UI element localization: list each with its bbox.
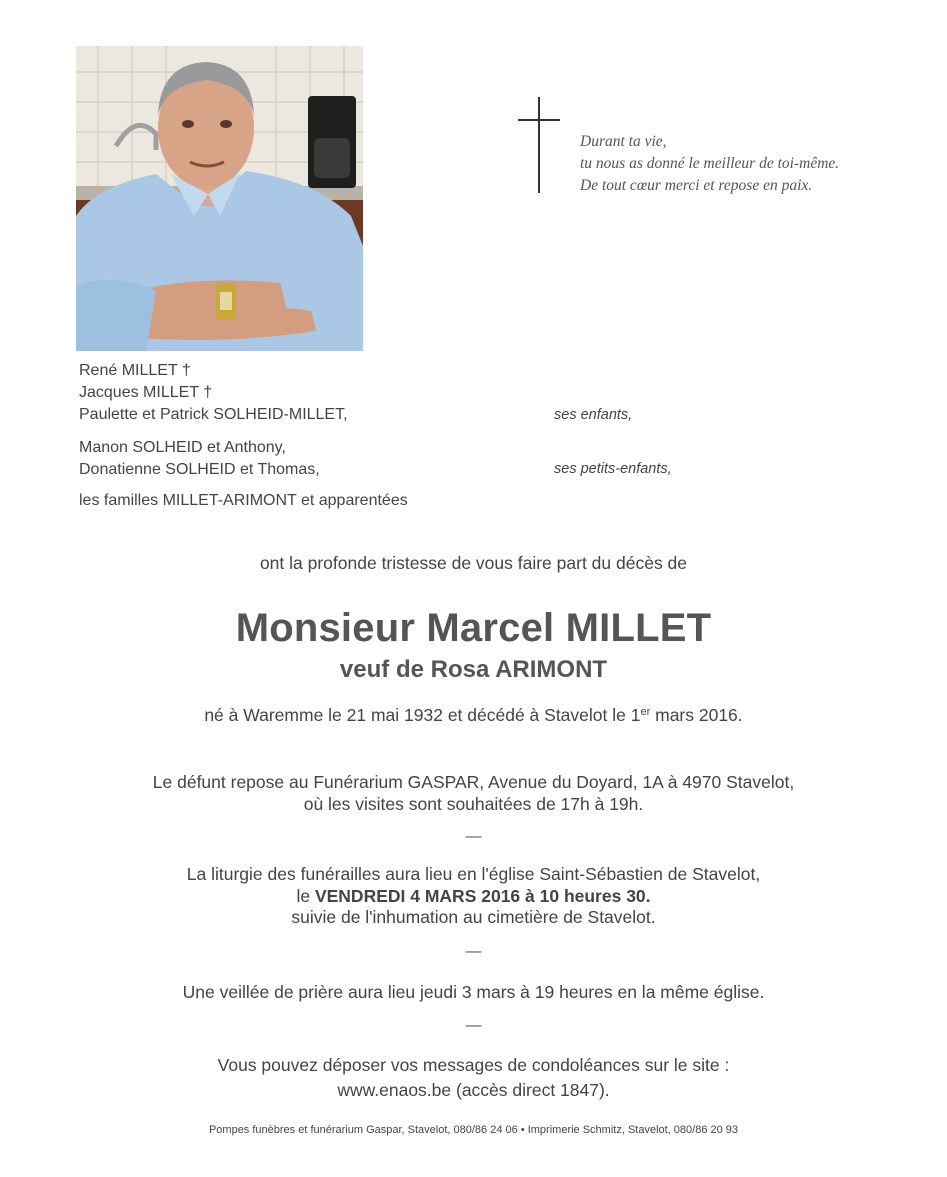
visits-line-1: Le défunt repose au Funérarium GASPAR, Avenue du Doyard, 1A à 4970 Stavelot,: [152, 772, 795, 792]
funeral-prefix: le: [296, 886, 315, 906]
intro-text: ont la profonde tristesse de vous faire part du décès de: [259, 553, 688, 573]
footer-credits: Pompes funèbres et funérarium Gaspar, Stavelot, 080/86 24 06 • Imprimerie Schmitz, Stavelot, 080/86 20 93: [208, 1124, 739, 1136]
deceased-name: Monsieur Marcel MILLET: [235, 606, 712, 650]
funeral-line-3: suivie de l'inhumation au cimetière de Stavelot.: [291, 907, 656, 927]
memorial-poem: [580, 131, 920, 197]
widow-line: veuf de Rosa ARIMONT: [339, 656, 608, 683]
dates-superscript: er: [640, 706, 651, 718]
dates-line: [0, 705, 947, 726]
families-line: les familles MILLET-ARIMONT et apparentées: [79, 492, 408, 509]
poem-line: Durant ta vie,: [580, 133, 667, 150]
condolences-line-1: Vous pouvez déposer vos messages de condoléances sur le site :: [217, 1055, 730, 1075]
vigil-line: Une veillée de prière aura lieu jeudi 3 mars à 19 heures en la même église.: [182, 982, 765, 1002]
visits-line-2: où les visites sont souhaitées de 17h à 19h.: [303, 794, 644, 814]
separator: —: [465, 828, 482, 845]
dates-text-end: mars 2016.: [650, 705, 743, 725]
funeral-date-time: VENDREDI 4 MARS 2016 à 10 heures 30.: [314, 886, 651, 906]
grandchildren-label: ses petits-enfants,: [554, 461, 672, 477]
family-child: Paulette et Patrick SOLHEID-MILLET,: [79, 406, 348, 423]
funeral-line-1: La liturgie des funérailles aura lieu en l'église Saint-Sébastien de Stavelot,: [186, 864, 761, 884]
family-child: René MILLET †: [79, 362, 191, 379]
funeral-line-2: [0, 885, 947, 907]
family-grandchild: Manon SOLHEID et Anthony,: [79, 439, 286, 456]
separator: —: [465, 943, 482, 960]
separator: —: [465, 1017, 482, 1034]
children-label: ses enfants,: [554, 407, 633, 423]
dates-text: né à Waremme le 21 mai 1932 et décédé à Stavelot le 1: [204, 705, 641, 725]
poem-line: De tout cœur merci et repose en paix.: [580, 177, 813, 194]
family-child: Jacques MILLET †: [79, 384, 213, 401]
condolences-website[interactable]: www.enaos.be (accès direct 1847).: [337, 1080, 610, 1100]
poem-line: tu nous as donné le meilleur de toi-même.: [580, 155, 840, 172]
cross-symbol: [518, 97, 560, 193]
portrait-photo: [76, 46, 363, 351]
family-grandchild: Donatienne SOLHEID et Thomas,: [79, 461, 320, 478]
